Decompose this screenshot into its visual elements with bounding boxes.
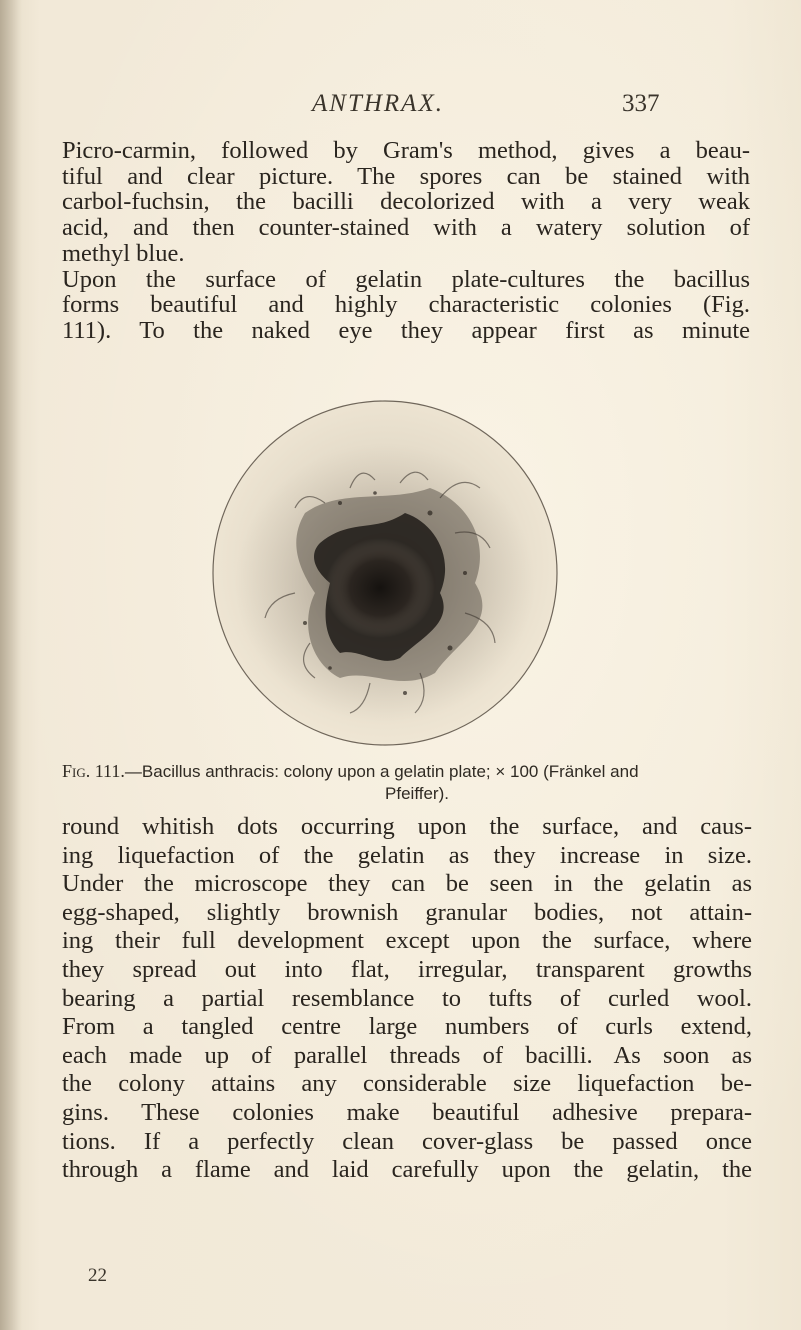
text-line: bearing a partial resemblance to tufts of curled wool. [62,984,752,1012]
text-line: From a tangled centre large numbers of curls extend, [62,1013,752,1041]
paragraph-top [62,138,750,344]
text-line: acid, and then counter-stained with a watery solution of [62,214,750,242]
text-line: Picro-carmin, followed by Gram's method, gives a beau- [62,137,750,164]
gutter-shadow [0,0,22,1330]
text-line: 111). To the naked eye they appear first as minute [62,316,750,344]
text-line: gins. These colonies make beautiful adhesive prepara- [62,1098,752,1126]
text-line: each made up of parallel threads of bacilli. As soon as [62,1041,752,1069]
page-number: 337 [622,90,660,117]
text-line: the colony attains any considerable size liquefaction be- [62,1070,752,1098]
text-line: Under the microscope they can be seen in the gelatin as [62,870,752,898]
text-line: carbol-fuchsin, the bacilli decolorized with a very weak [62,188,750,216]
caption-line-2: Pfeiffer). [385,784,449,803]
figure-caption [62,760,752,805]
text-line: Upon the surface of gelatin plate-cultures the bacillus [62,265,750,293]
running-title: ANTHRAX. [312,90,444,117]
colony-micrograph [200,393,570,763]
text-line: ing liquefaction of the gelatin as they increase in size. [62,841,752,869]
caption-line-1: —Bacillus anthracis: colony upon a gelatin plate; × 100 (Fränkel and [124,762,639,781]
paragraph-bottom [62,813,752,1185]
text-line: round whitish dots occurring upon the surface, and caus- [62,813,752,840]
text-line: ing their full development except upon the surface, where [62,927,752,955]
figure-label: Fig. 111. [62,761,125,781]
text-line: egg-shaped, slightly brownish granular bodies, not attain- [62,898,752,926]
text-line: tions. If a perfectly clean cover-glass be passed once [62,1127,752,1155]
text-line: tiful and clear picture. The spores can be stained with [62,162,750,190]
text-line: they spread out into flat, irregular, transparent growths [62,955,752,983]
text-line: methyl blue. [62,239,185,267]
signature-mark: 22 [88,1265,107,1286]
text-line: forms beautiful and highly characteristic colonies (Fig. [62,291,750,319]
running-head [0,90,801,130]
text-line: through a flame and laid carefully upon the gelatin, the [62,1156,752,1184]
